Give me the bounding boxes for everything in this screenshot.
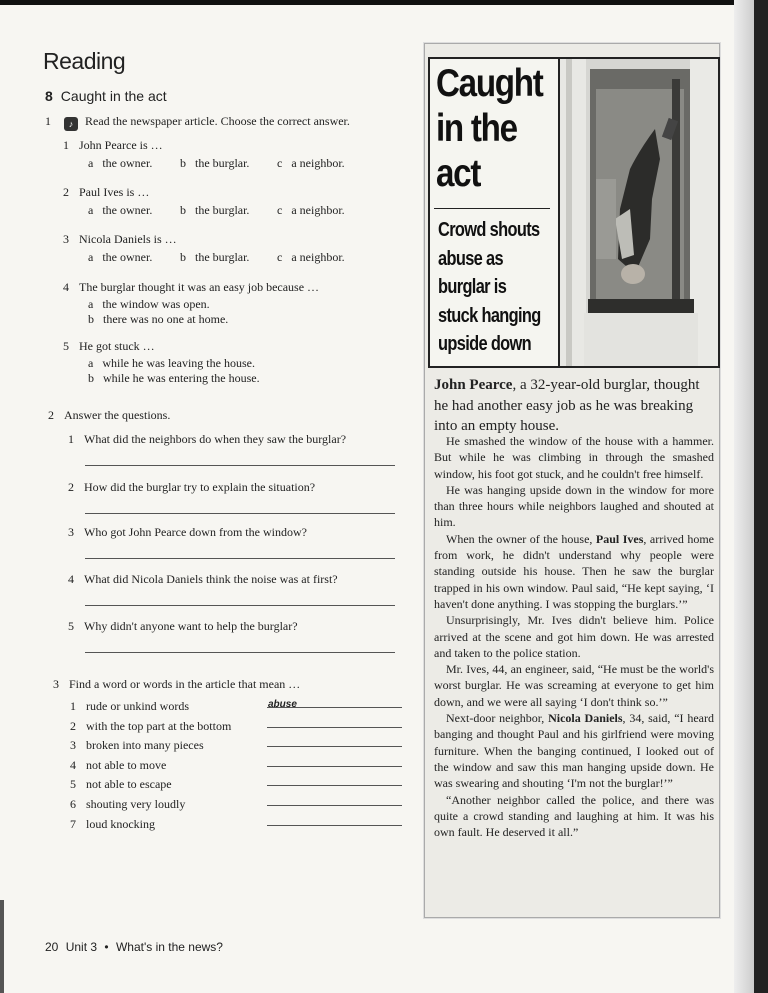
item-number: 6 <box>70 797 76 811</box>
answer-line[interactable] <box>267 785 402 786</box>
task1-instruction: Read the newspaper article. Choose the correct answer. <box>85 114 350 128</box>
question-number: 5 <box>68 619 74 633</box>
task2-question <box>68 480 315 495</box>
item-text: not able to escape <box>86 777 172 792</box>
burglar-photo-illustration <box>560 59 718 366</box>
item-text: loud knocking <box>86 816 155 831</box>
question-text: What did Nicola Daniels think the noise was at first? <box>84 572 338 586</box>
question-text: How did the burglar try to explain the situation? <box>84 480 316 494</box>
lead-text: , a 32-year-old burglar, thought he had another easy job as he was breaking into an empty house. <box>434 377 700 434</box>
option-text: the owner. <box>102 250 153 264</box>
example-answer: abuse <box>268 699 297 710</box>
question-number: 1 <box>68 432 74 446</box>
answer-line[interactable] <box>267 766 402 767</box>
answer-line[interactable] <box>267 707 402 708</box>
answer-line[interactable] <box>85 652 395 653</box>
headline-line: in the <box>436 107 517 150</box>
item-text: not able to move <box>86 757 167 772</box>
article-body <box>434 433 714 840</box>
option-text: the owner. <box>102 203 153 217</box>
option-text: while he was entering the house. <box>103 371 260 385</box>
question-text: Why didn't anyone want to help the burglar? <box>84 619 298 633</box>
answer-option-a[interactable] <box>88 203 152 218</box>
task3-item <box>70 777 172 792</box>
headline-line: act <box>436 152 481 195</box>
article-paragraph: He smashed the window of the house with a hammer. But while he was climbing in through the smashed window, his foot got stuck, and he couldn't free himself. <box>434 434 714 481</box>
task2-question <box>68 525 307 540</box>
page-footer <box>45 940 223 954</box>
task3-item <box>70 817 155 832</box>
question-number: 1 <box>63 138 69 152</box>
headline-line: Caught <box>436 62 543 105</box>
task2-number: 2 <box>48 408 54 422</box>
exercise-title-text: Caught in the act <box>60 88 167 104</box>
task3-number: 3 <box>53 677 59 691</box>
subheadline-line: Crowd shouts <box>438 219 540 241</box>
option-letter: a <box>88 297 94 311</box>
question-number: 4 <box>68 572 74 586</box>
option-letter: a <box>88 203 94 217</box>
option-text: a neighbor. <box>291 156 345 170</box>
task2-question <box>68 432 346 447</box>
option-letter: b <box>180 156 186 170</box>
task1-question-stem <box>63 280 319 295</box>
article-paragraph: “Another neighbor called the police, and there was quite a crowd standing and laughing at him. It was his own fault. He deserved it all.” <box>434 792 714 840</box>
option-letter: c <box>277 156 283 170</box>
option-letter: b <box>180 250 186 264</box>
task3-item <box>70 738 204 753</box>
option-text: while he was leaving the house. <box>102 356 255 370</box>
item-number: 5 <box>70 777 76 792</box>
article-subheadline <box>438 216 569 359</box>
task1-header <box>45 114 350 131</box>
option-letter: c <box>277 250 283 264</box>
audio-icon[interactable]: ♪ <box>64 117 78 131</box>
question-number: 3 <box>68 525 74 539</box>
task3-header <box>53 677 300 692</box>
answer-option-a[interactable] <box>88 297 210 312</box>
option-letter: c <box>277 203 283 217</box>
option-letter: b <box>88 312 94 326</box>
task1-question-stem <box>63 339 155 354</box>
answer-option-b[interactable] <box>88 312 228 327</box>
article-lead <box>434 375 714 437</box>
paragraph-text: , 34, said, “I heard banging and thought Paul and his girlfriend were moving furniture. When the banging continued, I looked out of the window and saw this man hanging upside down. He was swearing and shouting ‘I'm not the burglar!’” <box>434 711 714 791</box>
item-text: shouting very loudly <box>86 797 186 811</box>
task2-header <box>48 408 170 423</box>
item-number: 4 <box>70 757 76 772</box>
task2-question <box>68 619 298 634</box>
article-paragraph: Mr. Ives, 44, an engineer, said, “He must be the world's worst burglar. He was screaming at everyone to get him down, and we were all saying ‘I don't think so.’” <box>434 662 714 709</box>
question-stem-text: Paul Ives is … <box>79 185 150 199</box>
item-text: broken into many pieces <box>86 738 204 753</box>
neighbor-name: Nicola Daniels <box>548 711 623 726</box>
item-number: 7 <box>70 816 76 831</box>
question-stem-text: He got stuck … <box>79 339 155 353</box>
option-letter: b <box>88 371 94 385</box>
task2-instruction: Answer the questions. <box>64 408 171 422</box>
article-paragraph <box>434 710 714 791</box>
owner-name: Paul Ives <box>595 531 644 546</box>
option-text: the window was open. <box>102 297 210 311</box>
answer-option-c[interactable] <box>277 156 345 171</box>
question-stem-text: The burglar thought it was an easy job because … <box>79 280 320 294</box>
option-text: there was no one at home. <box>103 312 229 326</box>
task3-item <box>70 699 189 714</box>
article-photo <box>558 57 720 368</box>
task1-number: 1 <box>45 114 51 128</box>
paragraph-text: When the owner of the house, <box>446 531 596 546</box>
article-headline <box>436 61 543 196</box>
question-number: 2 <box>68 480 74 494</box>
question-number: 4 <box>63 280 69 294</box>
option-letter: a <box>88 250 94 264</box>
question-number: 3 <box>63 232 69 246</box>
question-number: 2 <box>63 185 69 199</box>
answer-option-b[interactable] <box>180 203 249 218</box>
task2-question <box>68 572 338 587</box>
answer-line[interactable] <box>85 465 395 466</box>
exercise-title <box>45 88 167 104</box>
article-paragraph <box>434 531 714 612</box>
answer-option-b[interactable] <box>88 371 260 386</box>
exercise-number: 8 <box>45 88 53 104</box>
subheadline-line: stuck hanging <box>438 304 541 327</box>
lead-name: John Pearce <box>434 377 513 393</box>
answer-line[interactable] <box>267 805 402 806</box>
section-heading: Reading <box>43 48 126 74</box>
answer-option-c[interactable] <box>277 203 345 218</box>
task1-question-stem <box>63 232 177 247</box>
item-text: with the top part at the bottom <box>86 718 232 733</box>
page-top-edge <box>0 0 768 5</box>
answer-option-b[interactable] <box>180 156 249 171</box>
option-text: a neighbor. <box>291 250 345 264</box>
article-paragraph: He was hanging upside down in the window for more than three hours while neighbors laughed and shouted at him. <box>434 482 714 530</box>
question-number: 5 <box>63 339 69 353</box>
page-binding-edge <box>734 0 768 993</box>
footer-title: What's in the news? <box>115 940 223 954</box>
subheadline-line: burglar is <box>438 276 507 298</box>
answer-line[interactable] <box>85 513 395 514</box>
answer-line[interactable] <box>267 727 402 728</box>
task1-question-stem <box>63 138 163 153</box>
page-number: 20 <box>45 940 59 954</box>
headline-divider <box>434 208 550 209</box>
subheadline-line: upside down <box>438 333 532 355</box>
task3-item <box>70 797 185 812</box>
answer-option-a[interactable] <box>88 156 152 171</box>
option-text: a neighbor. <box>291 203 345 217</box>
answer-line[interactable] <box>85 558 395 559</box>
option-text: the burglar. <box>195 250 250 264</box>
answer-line[interactable] <box>85 605 395 606</box>
footer-unit: Unit 3 <box>65 940 98 954</box>
item-text: rude or unkind words <box>86 699 189 713</box>
paragraph-text: , arrived home from work, he didn't understand why people were standing outside his house. Then he saw the burglar trapped in his own window. Paul said, “He kept saying, ‘I haven't done anything. I was stopping the burglars.’” <box>434 531 715 611</box>
option-letter: b <box>180 203 186 217</box>
footer-bullet: • <box>104 940 109 954</box>
page-left-edge <box>0 900 4 993</box>
option-text: the owner. <box>102 156 153 170</box>
item-number: 2 <box>70 718 76 733</box>
task3-instruction: Find a word or words in the article that mean … <box>69 677 301 691</box>
question-stem-text: John Pearce is … <box>79 138 163 152</box>
answer-option-b[interactable] <box>180 250 249 265</box>
question-stem-text: Nicola Daniels is … <box>79 232 177 246</box>
option-text: the burglar. <box>195 203 250 217</box>
task3-item <box>70 758 166 773</box>
question-text: Who got John Pearce down from the window? <box>84 525 307 539</box>
answer-option-a[interactable] <box>88 250 152 265</box>
answer-option-c[interactable] <box>277 250 345 265</box>
answer-line[interactable] <box>267 825 402 826</box>
answer-option-a[interactable] <box>88 356 255 371</box>
task1-question-stem <box>63 185 149 200</box>
subheadline-line: abuse as <box>438 247 503 270</box>
item-number: 1 <box>70 699 76 713</box>
answer-line[interactable] <box>267 746 402 747</box>
paragraph-text: Next-door neighbor, <box>446 711 549 726</box>
option-text: the burglar. <box>195 156 250 170</box>
task3-item <box>70 719 231 734</box>
article-paragraph: Unsurprisingly, Mr. Ives didn't believe him. Police arrived at the scene and got him down. He was arrested and taken to the police station. <box>434 613 714 660</box>
option-letter: a <box>88 156 94 170</box>
question-text: What did the neighbors do when they saw the burglar? <box>84 432 347 446</box>
item-number: 3 <box>70 738 76 753</box>
option-letter: a <box>88 356 94 370</box>
